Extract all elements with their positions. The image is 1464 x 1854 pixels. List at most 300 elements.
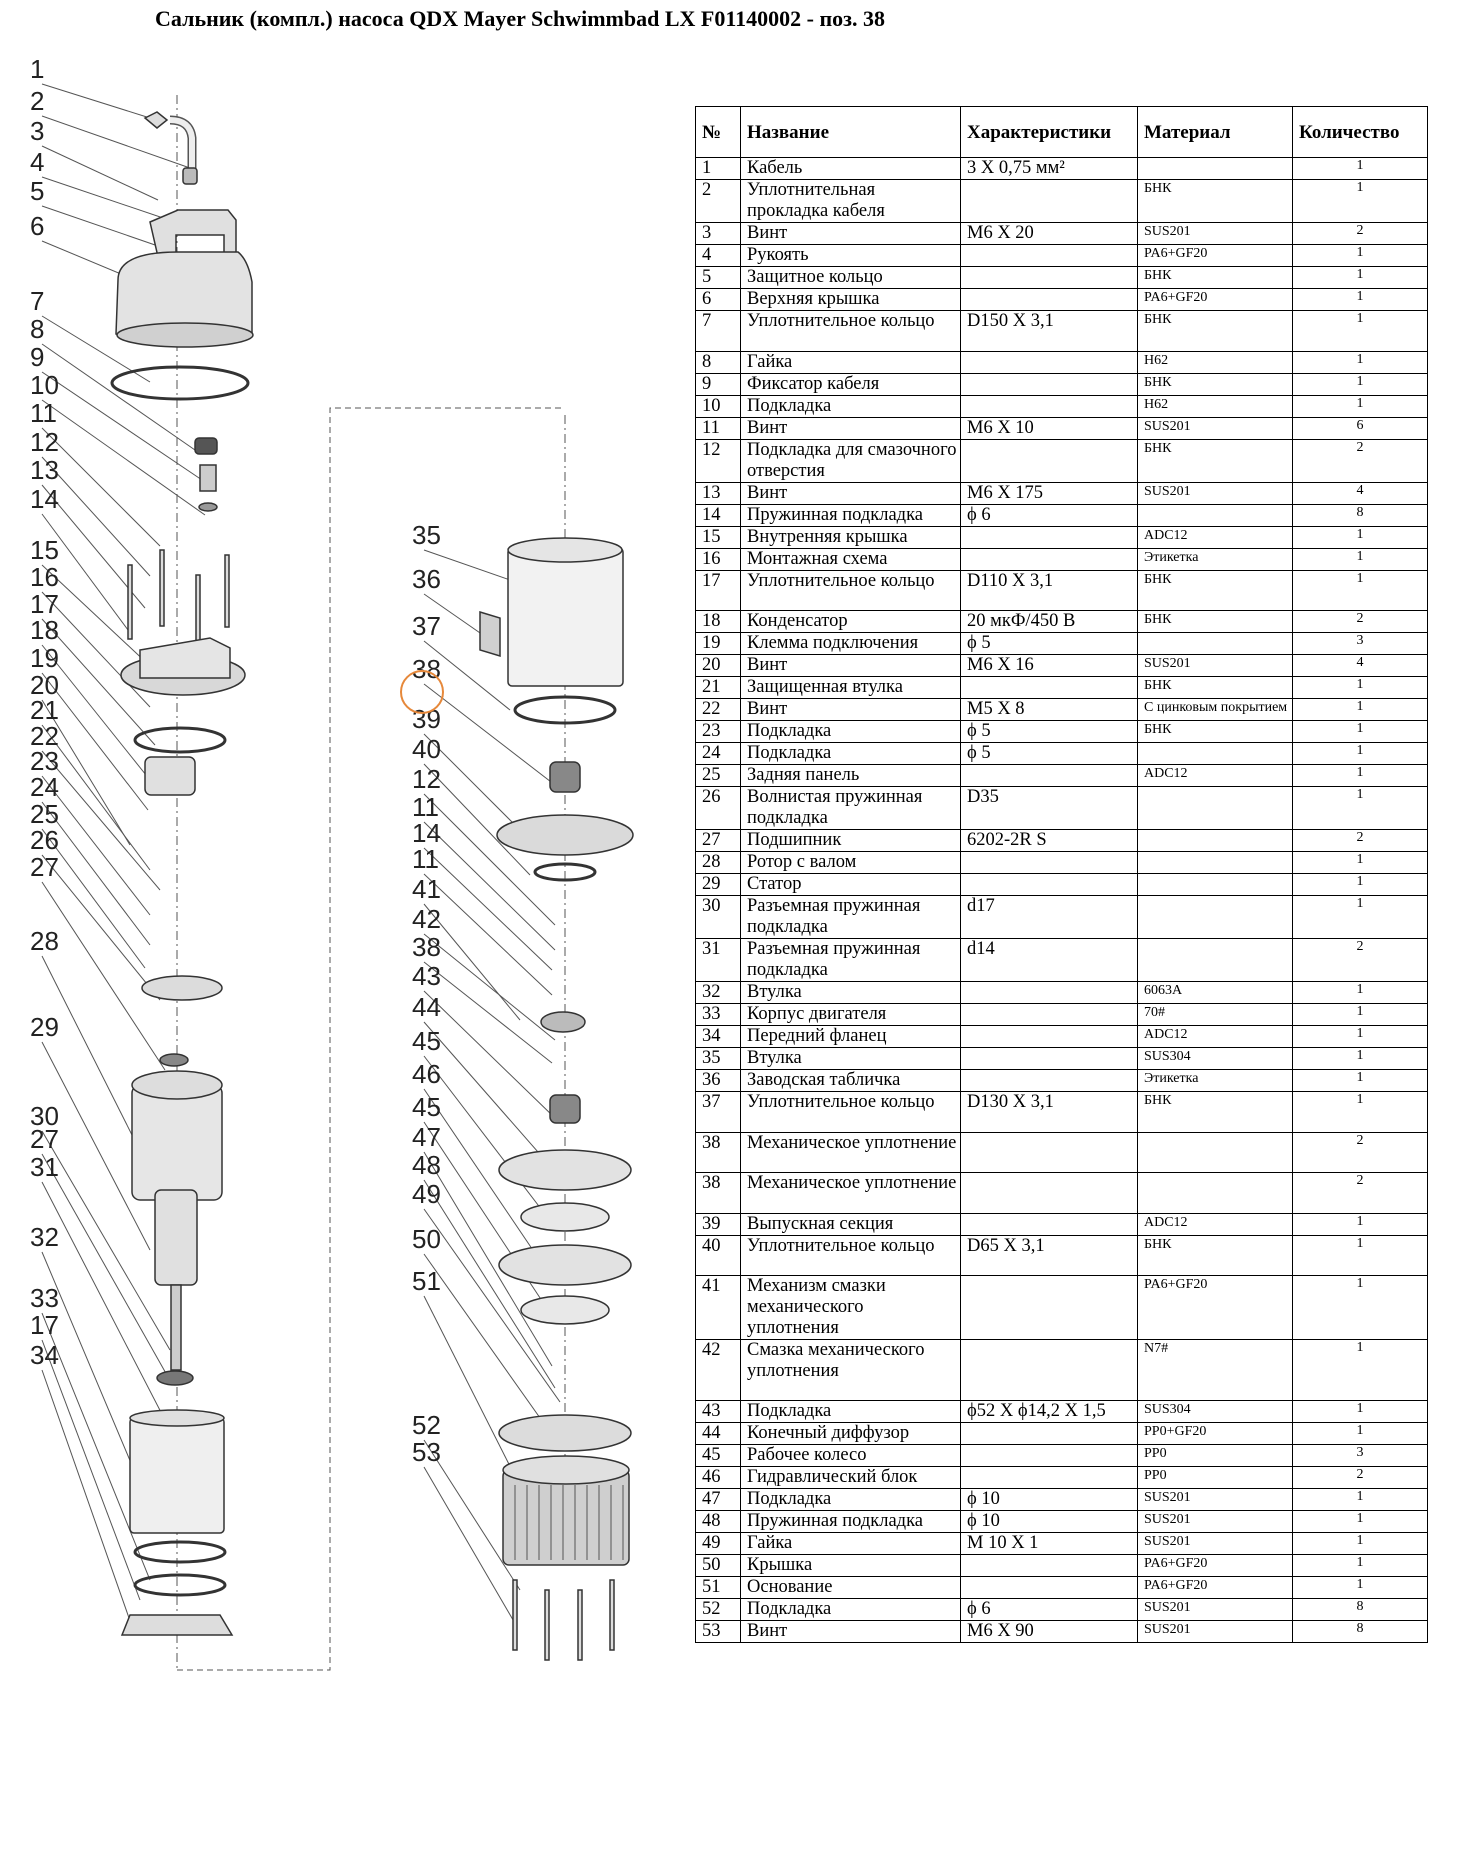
part-quantity: 1 — [1293, 677, 1428, 699]
part-spec — [961, 439, 1138, 482]
part-material: ADC12 — [1138, 1213, 1293, 1235]
part-quantity: 1 — [1293, 765, 1428, 787]
table-row — [696, 1576, 1428, 1598]
callout-14: 14 — [30, 484, 59, 514]
part-quantity: 1 — [1293, 874, 1428, 896]
part-name: Конечный диффузор — [741, 1422, 961, 1444]
row-number: 32 — [696, 982, 741, 1004]
part-spec — [961, 677, 1138, 699]
part-spec: ϕ 6 — [961, 1598, 1138, 1620]
row-number: 17 — [696, 570, 741, 611]
part-quantity: 1 — [1293, 896, 1428, 939]
row-number: 45 — [696, 1444, 741, 1466]
part-quantity: 1 — [1293, 1004, 1428, 1026]
part-spec — [961, 1340, 1138, 1401]
table-row — [696, 830, 1428, 852]
row-number: 23 — [696, 721, 741, 743]
callout-13: 13 — [30, 455, 59, 485]
table-row — [696, 1444, 1428, 1466]
part-quantity: 1 — [1293, 180, 1428, 223]
part-material: PA6+GF20 — [1138, 1276, 1293, 1340]
callout-39: 39 — [412, 704, 441, 734]
callout-35: 35 — [412, 520, 441, 550]
part-spec: ϕ 6 — [961, 504, 1138, 526]
part-spec — [961, 245, 1138, 267]
row-number: 35 — [696, 1048, 741, 1070]
part-name: Винт — [741, 699, 961, 721]
table-row — [696, 1510, 1428, 1532]
part-name: Ротор с валом — [741, 852, 961, 874]
part-spec: M6 X 90 — [961, 1620, 1138, 1642]
callout-40: 40 — [412, 734, 441, 764]
callout-53: 53 — [412, 1437, 441, 1467]
callout-42: 42 — [412, 904, 441, 934]
part-material — [1138, 896, 1293, 939]
part-spec — [961, 1213, 1138, 1235]
part-name: Кабель — [741, 158, 961, 180]
row-number: 47 — [696, 1488, 741, 1510]
parts-table-header — [696, 107, 1428, 158]
table-row — [696, 1070, 1428, 1092]
table-row — [696, 896, 1428, 939]
leader-line — [42, 855, 160, 1000]
callout-30: 30 — [30, 1101, 59, 1131]
part-name: Винт — [741, 1620, 961, 1642]
callout-22: 22 — [30, 721, 59, 751]
part-name: Винт — [741, 417, 961, 439]
part-name: Статор — [741, 874, 961, 896]
part-spec: M 10 X 1 — [961, 1532, 1138, 1554]
part-quantity: 8 — [1293, 1620, 1428, 1642]
callout-11: 11 — [30, 398, 57, 428]
table-row — [696, 852, 1428, 874]
part-spec: M6 X 175 — [961, 482, 1138, 504]
callout-44: 44 — [412, 992, 441, 1022]
part-material: H62 — [1138, 351, 1293, 373]
part-material: БНК — [1138, 611, 1293, 633]
part-material — [1138, 874, 1293, 896]
part-spec — [961, 1554, 1138, 1576]
part-material — [1138, 939, 1293, 982]
part-name: Разъемная пружинная подкладка — [741, 939, 961, 982]
part-material: С цинковым покрытием — [1138, 699, 1293, 721]
row-number: 3 — [696, 223, 741, 245]
callout-31: 31 — [30, 1152, 59, 1182]
part-material: N7# — [1138, 1340, 1293, 1401]
row-number: 31 — [696, 939, 741, 982]
part-name: Корпус двигателя — [741, 1004, 961, 1026]
table-row — [696, 1235, 1428, 1276]
row-number: 39 — [696, 1213, 741, 1235]
callout-8: 8 — [30, 314, 45, 344]
row-number: 37 — [696, 1092, 741, 1133]
part-name: Клемма подключения — [741, 633, 961, 655]
part-quantity: 2 — [1293, 611, 1428, 633]
row-number: 15 — [696, 526, 741, 548]
table-row — [696, 548, 1428, 570]
part-spec: ϕ 10 — [961, 1510, 1138, 1532]
callout-4: 4 — [30, 147, 45, 177]
row-number: 10 — [696, 395, 741, 417]
part-name: Механизм смазки механического уплотнения — [741, 1276, 961, 1340]
header-name: Название — [741, 107, 961, 158]
row-number: 34 — [696, 1026, 741, 1048]
part-material: БНК — [1138, 180, 1293, 223]
callout-11: 11 — [412, 844, 439, 874]
part-spec: ϕ 5 — [961, 743, 1138, 765]
table-row — [696, 351, 1428, 373]
part-name: Рукоять — [741, 245, 961, 267]
exploded-pump-diagram — [0, 30, 680, 1690]
callout-6: 6 — [30, 211, 45, 241]
callout-17: 17 — [30, 589, 59, 619]
part-material: SUS201 — [1138, 1598, 1293, 1620]
part-material: PA6+GF20 — [1138, 1554, 1293, 1576]
header-material: Материал — [1138, 107, 1293, 158]
part-name: Подкладка — [741, 1598, 961, 1620]
row-number: 14 — [696, 504, 741, 526]
part-name: Винт — [741, 655, 961, 677]
part-quantity: 8 — [1293, 1598, 1428, 1620]
part-quantity: 1 — [1293, 526, 1428, 548]
part-quantity: 1 — [1293, 1400, 1428, 1422]
part-spec: ϕ 10 — [961, 1488, 1138, 1510]
callout-15: 15 — [30, 535, 59, 565]
part-name: Уплотнительное кольцо — [741, 1235, 961, 1276]
part-material: PP0 — [1138, 1444, 1293, 1466]
part-spec — [961, 1276, 1138, 1340]
row-number: 44 — [696, 1422, 741, 1444]
part-spec — [961, 1132, 1138, 1173]
table-row — [696, 1466, 1428, 1488]
part-spec — [961, 1444, 1138, 1466]
part-quantity: 2 — [1293, 939, 1428, 982]
part-material: БНК — [1138, 721, 1293, 743]
callout-17: 17 — [30, 1310, 59, 1340]
table-row — [696, 765, 1428, 787]
part-material: БНК — [1138, 570, 1293, 611]
table-row — [696, 373, 1428, 395]
part-material: SUS201 — [1138, 1620, 1293, 1642]
part-quantity: 2 — [1293, 830, 1428, 852]
part-quantity: 1 — [1293, 267, 1428, 289]
table-row — [696, 721, 1428, 743]
row-number: 51 — [696, 1576, 741, 1598]
table-row — [696, 787, 1428, 830]
part-quantity: 1 — [1293, 1554, 1428, 1576]
row-number: 50 — [696, 1554, 741, 1576]
part-spec: ϕ 5 — [961, 721, 1138, 743]
part-name: Уплотнительное кольцо — [741, 311, 961, 352]
part-quantity: 8 — [1293, 504, 1428, 526]
part-spec — [961, 982, 1138, 1004]
part-quantity: 1 — [1293, 289, 1428, 311]
table-row — [696, 874, 1428, 896]
leader-line — [424, 1467, 516, 1625]
callout-14: 14 — [412, 818, 441, 848]
table-row — [696, 482, 1428, 504]
table-row — [696, 1132, 1428, 1173]
callout-18: 18 — [30, 615, 59, 645]
part-material: 70# — [1138, 1004, 1293, 1026]
part-name: Верхняя крышка — [741, 289, 961, 311]
table-row — [696, 1532, 1428, 1554]
part-name: Подкладка — [741, 721, 961, 743]
row-number: 46 — [696, 1466, 741, 1488]
leader-line — [42, 84, 150, 118]
table-row — [696, 1488, 1428, 1510]
part-material — [1138, 633, 1293, 655]
part-quantity: 1 — [1293, 395, 1428, 417]
leader-line — [42, 751, 160, 890]
part-name: Гидравлический блок — [741, 1466, 961, 1488]
part-name: Винт — [741, 482, 961, 504]
callout-12: 12 — [30, 427, 59, 457]
part-spec: 20 мкФ/450 В — [961, 611, 1138, 633]
part-quantity: 1 — [1293, 787, 1428, 830]
callout-32: 32 — [30, 1222, 59, 1252]
row-number: 27 — [696, 830, 741, 852]
leader-line — [424, 934, 555, 1040]
row-number: 5 — [696, 267, 741, 289]
part-name: Втулка — [741, 1048, 961, 1070]
callout-12: 12 — [412, 764, 441, 794]
part-quantity: 1 — [1293, 852, 1428, 874]
table-row — [696, 395, 1428, 417]
leader-line — [42, 400, 205, 515]
part-material: БНК — [1138, 677, 1293, 699]
callout-9: 9 — [30, 342, 45, 372]
part-quantity: 2 — [1293, 1466, 1428, 1488]
callout-43: 43 — [412, 961, 441, 991]
part-quantity: 1 — [1293, 1488, 1428, 1510]
table-row — [696, 245, 1428, 267]
header-quantity: Количество — [1293, 107, 1428, 158]
row-number: 12 — [696, 439, 741, 482]
table-row — [696, 1276, 1428, 1340]
part-spec: D35 — [961, 787, 1138, 830]
part-name: Защищенная втулка — [741, 677, 961, 699]
callout-19: 19 — [30, 643, 59, 673]
leader-line — [42, 344, 195, 450]
part-quantity: 1 — [1293, 1092, 1428, 1133]
table-row — [696, 504, 1428, 526]
part-quantity: 3 — [1293, 1444, 1428, 1466]
part-spec: M6 X 20 — [961, 223, 1138, 245]
leader-line — [424, 1056, 548, 1218]
part-material: БНК — [1138, 267, 1293, 289]
part-spec: M6 X 10 — [961, 417, 1138, 439]
callout-10: 10 — [30, 370, 59, 400]
part-name: Разъемная пружинная подкладка — [741, 896, 961, 939]
callout-2: 2 — [30, 86, 45, 116]
row-number: 24 — [696, 743, 741, 765]
part-name: Механическое уплотнение — [741, 1173, 961, 1214]
part-spec — [961, 1466, 1138, 1488]
callout-45: 45 — [412, 1026, 441, 1056]
callout-28: 28 — [30, 926, 59, 956]
part-material: Этикетка — [1138, 548, 1293, 570]
part-spec — [961, 1004, 1138, 1026]
part-name: Основание — [741, 1576, 961, 1598]
part-material: ADC12 — [1138, 526, 1293, 548]
part-material — [1138, 158, 1293, 180]
part-material: БНК — [1138, 1235, 1293, 1276]
part-spec — [961, 351, 1138, 373]
part-quantity: 1 — [1293, 982, 1428, 1004]
part-spec — [961, 289, 1138, 311]
part-spec — [961, 1576, 1138, 1598]
table-row — [696, 1400, 1428, 1422]
part-name: Передний фланец — [741, 1026, 961, 1048]
callout-25: 25 — [30, 799, 59, 829]
header-spec: Характеристики — [961, 107, 1138, 158]
table-row — [696, 1213, 1428, 1235]
callout-49: 49 — [412, 1179, 441, 1209]
part-name: Подкладка — [741, 1488, 961, 1510]
part-name: Механическое уплотнение — [741, 1132, 961, 1173]
part-spec: 6202-2R S — [961, 830, 1138, 852]
callout-7: 7 — [30, 286, 45, 316]
part-name: Винт — [741, 223, 961, 245]
part-quantity: 4 — [1293, 482, 1428, 504]
part-name: Конденсатор — [741, 611, 961, 633]
callout-21: 21 — [30, 695, 59, 725]
row-number: 49 — [696, 1532, 741, 1554]
row-number: 25 — [696, 765, 741, 787]
part-quantity: 1 — [1293, 373, 1428, 395]
part-spec — [961, 373, 1138, 395]
part-spec: d17 — [961, 896, 1138, 939]
part-quantity: 1 — [1293, 1576, 1428, 1598]
part-quantity: 2 — [1293, 1173, 1428, 1214]
callout-51: 51 — [412, 1266, 441, 1296]
table-row — [696, 1620, 1428, 1642]
callout-1: 1 — [30, 54, 45, 84]
callout-46: 46 — [412, 1059, 441, 1089]
leader-line — [424, 848, 552, 970]
leader-line — [42, 1370, 135, 1635]
part-quantity: 1 — [1293, 1213, 1428, 1235]
part-spec — [961, 548, 1138, 570]
part-name: Волнистая пружинная подкладка — [741, 787, 961, 830]
row-number: 21 — [696, 677, 741, 699]
part-quantity: 1 — [1293, 548, 1428, 570]
callout-20: 20 — [30, 670, 59, 700]
table-row — [696, 982, 1428, 1004]
callout-37: 37 — [412, 611, 441, 641]
part-material — [1138, 852, 1293, 874]
part-material: SUS201 — [1138, 1488, 1293, 1510]
part-material: PP0+GF20 — [1138, 1422, 1293, 1444]
part-material: 6063A — [1138, 982, 1293, 1004]
table-row — [696, 939, 1428, 982]
table-row — [696, 439, 1428, 482]
part-quantity: 1 — [1293, 1340, 1428, 1401]
part-material: SUS201 — [1138, 1510, 1293, 1532]
part-name: Внутренняя крышка — [741, 526, 961, 548]
table-row — [696, 417, 1428, 439]
part-quantity: 1 — [1293, 245, 1428, 267]
callout-26: 26 — [30, 825, 59, 855]
part-material: ADC12 — [1138, 765, 1293, 787]
table-row — [696, 289, 1428, 311]
part-quantity: 1 — [1293, 570, 1428, 611]
part-name: Подкладка для смазочного отверстия — [741, 439, 961, 482]
table-row — [696, 655, 1428, 677]
header-number: № — [696, 107, 741, 158]
part-quantity: 1 — [1293, 1070, 1428, 1092]
table-row — [696, 158, 1428, 180]
part-name: Гайка — [741, 1532, 961, 1554]
part-spec: ϕ52 X ϕ14,2 X 1,5 — [961, 1400, 1138, 1422]
part-material: БНК — [1138, 311, 1293, 352]
row-number: 48 — [696, 1510, 741, 1532]
leader-line — [42, 116, 190, 168]
row-number: 43 — [696, 1400, 741, 1422]
callout-50: 50 — [412, 1224, 441, 1254]
part-spec — [961, 765, 1138, 787]
callout-3: 3 — [30, 116, 45, 146]
part-spec — [961, 1422, 1138, 1444]
table-row — [696, 526, 1428, 548]
part-spec — [961, 1026, 1138, 1048]
row-number: 11 — [696, 417, 741, 439]
part-material: SUS201 — [1138, 655, 1293, 677]
callout-11: 11 — [412, 792, 439, 822]
table-row — [696, 311, 1428, 352]
part-material: PA6+GF20 — [1138, 289, 1293, 311]
part-quantity: 1 — [1293, 311, 1428, 352]
part-name: Уплотнительная прокладка кабеля — [741, 180, 961, 223]
leader-line — [42, 177, 175, 222]
table-row — [696, 1092, 1428, 1133]
part-name: Подкладка — [741, 395, 961, 417]
part-spec: 3 X 0,75 мм² — [961, 158, 1138, 180]
part-material — [1138, 504, 1293, 526]
part-spec: D130 X 3,1 — [961, 1092, 1138, 1133]
table-row — [696, 1026, 1428, 1048]
part-spec — [961, 267, 1138, 289]
callout-27: 27 — [30, 852, 59, 882]
row-number: 8 — [696, 351, 741, 373]
row-number: 33 — [696, 1004, 741, 1026]
row-number: 16 — [696, 548, 741, 570]
part-quantity: 1 — [1293, 699, 1428, 721]
part-name: Подкладка — [741, 743, 961, 765]
callout-48: 48 — [412, 1150, 441, 1180]
row-number: 9 — [696, 373, 741, 395]
part-quantity: 1 — [1293, 721, 1428, 743]
part-material: H62 — [1138, 395, 1293, 417]
row-number: 40 — [696, 1235, 741, 1276]
part-quantity: 6 — [1293, 417, 1428, 439]
row-number: 38 — [696, 1132, 741, 1173]
part-quantity: 1 — [1293, 158, 1428, 180]
page-title: Сальник (компл.) насоса QDX Mayer Schwimmbad LX F01140002 - поз. 38 — [155, 6, 885, 31]
callout-36: 36 — [412, 564, 441, 594]
table-row — [696, 223, 1428, 245]
part-material — [1138, 1132, 1293, 1173]
row-number: 36 — [696, 1070, 741, 1092]
part-spec — [961, 1070, 1138, 1092]
row-number: 52 — [696, 1598, 741, 1620]
part-quantity: 1 — [1293, 1048, 1428, 1070]
part-material: SUS201 — [1138, 417, 1293, 439]
part-material: PA6+GF20 — [1138, 1576, 1293, 1598]
part-material — [1138, 743, 1293, 765]
part-quantity: 2 — [1293, 1132, 1428, 1173]
